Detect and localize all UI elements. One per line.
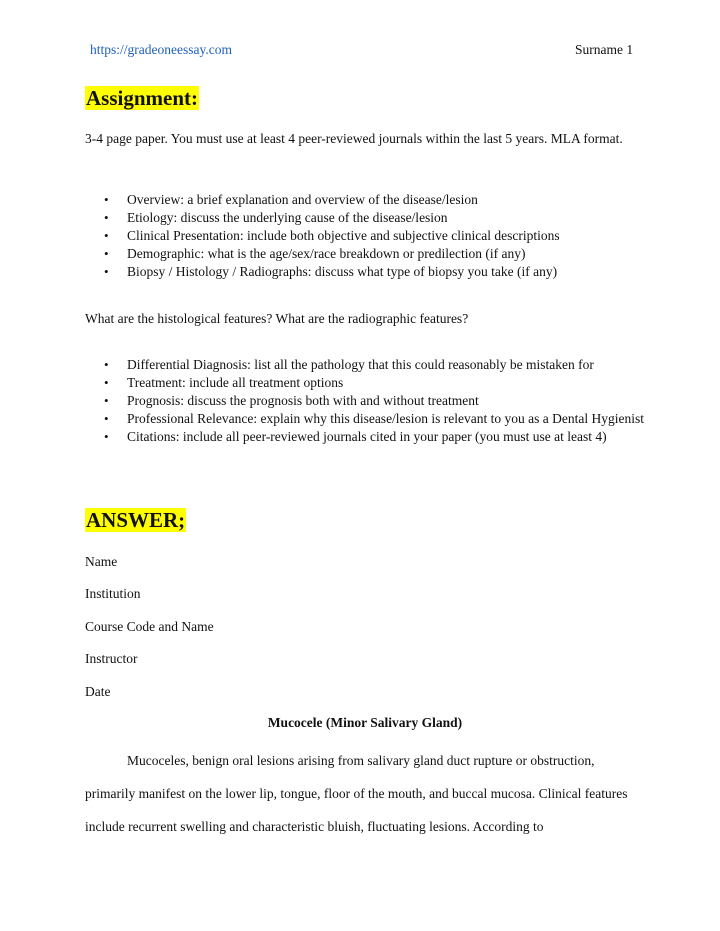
- list-item: • Biopsy / Histology / Radiographs: discuss what type of biopsy you take (if any): [104, 264, 558, 279]
- bullet-icon: •: [104, 246, 109, 261]
- bullet-icon: •: [104, 375, 109, 390]
- bullet-icon: •: [104, 228, 109, 243]
- institution: Institution: [85, 586, 141, 601]
- essay-body-paragraph: Mucoceles, benign oral lesions arising from salivary gland duct rupture or obstruction, primarily manifest on the lower lip, tongue, floor of the mouth, and buccal mucosa. Clinical features include recurrent swelling and characteristic bluish, fluctuating lesions. According to: [85, 753, 628, 834]
- answer-heading: ANSWER;: [86, 508, 186, 532]
- header-url-link[interactable]: https://gradeoneessay.com: [90, 42, 232, 57]
- list-item: • Citations: include all peer-reviewed journals cited in your paper (you must use at least 4): [104, 429, 607, 444]
- bullet-icon: •: [104, 429, 109, 444]
- requirements-list-2: [85, 356, 645, 446]
- assignment-heading: Assignment:: [86, 86, 199, 110]
- list-item: • Differential Diagnosis: list all the pathology that this could reasonably be mistaken for: [104, 357, 594, 372]
- bullet-icon: •: [104, 411, 109, 426]
- list-item: • Demographic: what is the age/sex/race breakdown or predilection (if any): [104, 246, 526, 261]
- list-item: • Professional Relevance: explain why this disease/lesion is relevant to you as a Dental Hygienist: [104, 411, 645, 426]
- list-item: • Etiology: discuss the underlying cause of the disease/lesion: [104, 210, 448, 225]
- bullet-icon: •: [104, 393, 109, 408]
- list-item: • Clinical Presentation: include both objective and subjective clinical descriptions: [104, 228, 560, 243]
- bullet-icon: •: [104, 357, 109, 372]
- course-code-name: Course Code and Name: [85, 619, 214, 634]
- bullet-icon: •: [104, 264, 109, 279]
- instructor: Instructor: [85, 651, 138, 666]
- features-question: What are the histological features? What are the radiographic features?: [85, 311, 469, 326]
- header-surname-page-number: Surname 1: [575, 42, 634, 57]
- date: Date: [85, 684, 111, 699]
- list-item: • Prognosis: discuss the prognosis both with and without treatment: [104, 393, 479, 408]
- list-item: • Overview: a brief explanation and overview of the disease/lesion: [104, 192, 478, 207]
- list-item: • Treatment: include all treatment options: [104, 375, 344, 390]
- requirements-list-1: [85, 191, 645, 281]
- essay-title: Mucocele (Minor Salivary Gland): [267, 715, 463, 730]
- student-name: Name: [85, 554, 118, 569]
- bullet-icon: •: [104, 192, 109, 207]
- assignment-intro: 3-4 page paper. You must use at least 4 peer-reviewed journals within the last 5 years. MLA format.: [85, 131, 623, 146]
- bullet-icon: •: [104, 210, 109, 225]
